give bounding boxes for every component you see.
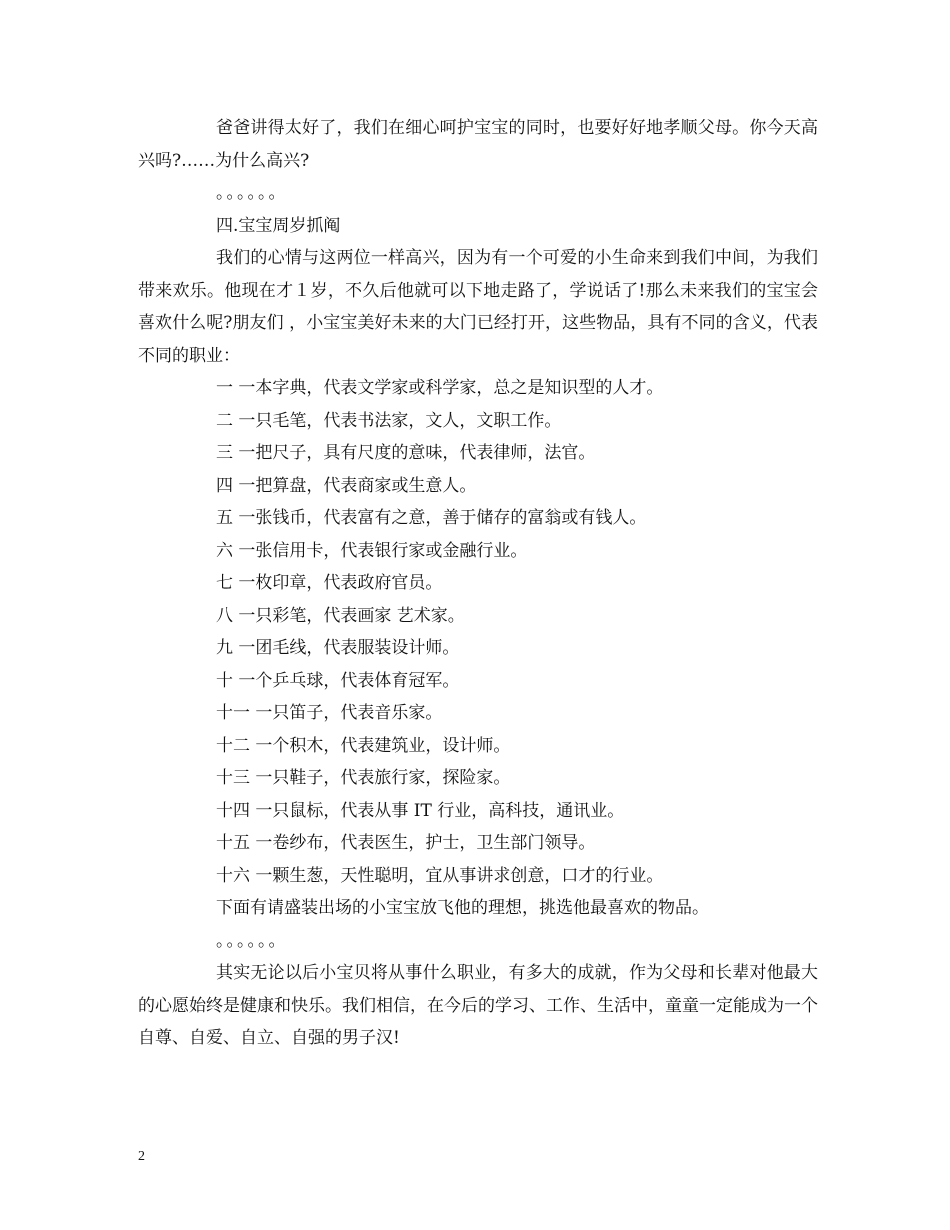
list-item: 五 一张钱币，代表富有之意，善于储存的富翁或有钱人。: [216, 508, 647, 528]
list-item: 十 一个乒乓球，代表体育冠军。: [216, 670, 460, 691]
paragraph-baby-selection: 下面有请盛装出场的小宝宝放飞他的理想，挑选他最喜欢的物品。: [216, 898, 709, 918]
ellipsis-dots: 。。。。。。: [216, 930, 288, 951]
list-item: 二 一只毛笔，代表书法家，文人，文职工作。: [216, 410, 562, 431]
list-item: 十一 一只笛子，代表音乐家。: [216, 703, 443, 723]
list-item: 八 一只彩笔，代表画家 艺术家。: [216, 605, 465, 626]
list-item: 三 一把尺子，具有尺度的意味，代表律师，法官。: [216, 443, 596, 463]
list-item: 十三 一只鞋子，代表旅行家，探险家。: [216, 768, 511, 788]
list-item: 十四 一只鼠标，代表从事 IT 行业，高科技，通讯业。: [216, 800, 625, 821]
list-item: 六 一张信用卡，代表银行家或金融行业。: [216, 540, 528, 561]
list-item: 十六 一颗生葱，天性聪明，宜从事讲求创意，口才的行业。: [216, 865, 664, 886]
document-body: [138, 112, 818, 1055]
list-item: 一 一本字典，代表文学家或科学家，总之是知识型的人才。: [216, 378, 664, 398]
list-item: 四 一把算盘，代表商家或生意人。: [216, 475, 477, 496]
paragraph-parent-speech-response: 爸爸讲得太好了，我们在细心呵护宝宝的同时，也要好好地孝顺父母。你今天高兴吗?……为什么高兴?: [138, 118, 818, 171]
section-heading: 四.宝宝周岁抓阄: [216, 215, 341, 236]
ellipsis-dots: 。。。。。。: [216, 183, 288, 203]
list-item: 九 一团毛线，代表服装设计师。: [216, 638, 460, 658]
list-item: 十五 一卷纱布，代表医生，护士，卫生部门领导。: [216, 833, 596, 853]
paragraph-closing-wishes: 其实无论以后小宝贝将从事什么职业，有多大的成就，作为父母和长辈对他最大的心愿始终是健康和快乐。我们相信，在今后的学习、工作、生活中，童童一定能成为一个自尊、自爱、自立、自强的男子汉!: [138, 963, 818, 1048]
list-item: 十二 一个积木，代表建筑业，设计师。: [216, 735, 511, 756]
list-item: 七 一枚印章，代表政府官员。: [216, 573, 443, 593]
page-number: 2: [138, 1149, 145, 1164]
paragraph-zhuazhou-introduction: 我们的心情与这两位一样高兴，因为有一个可爱的小生命来到我们中间，为我们带来欢乐。他现在才１岁，不久后他就可以下地走路了，学说话了!那么未来我们的宝宝会喜欢什么呢?朋友们 ，小宝宝美好未来的大门已经打开，这些物品，具有不同的含义，代表不同的职业：: [138, 248, 818, 366]
